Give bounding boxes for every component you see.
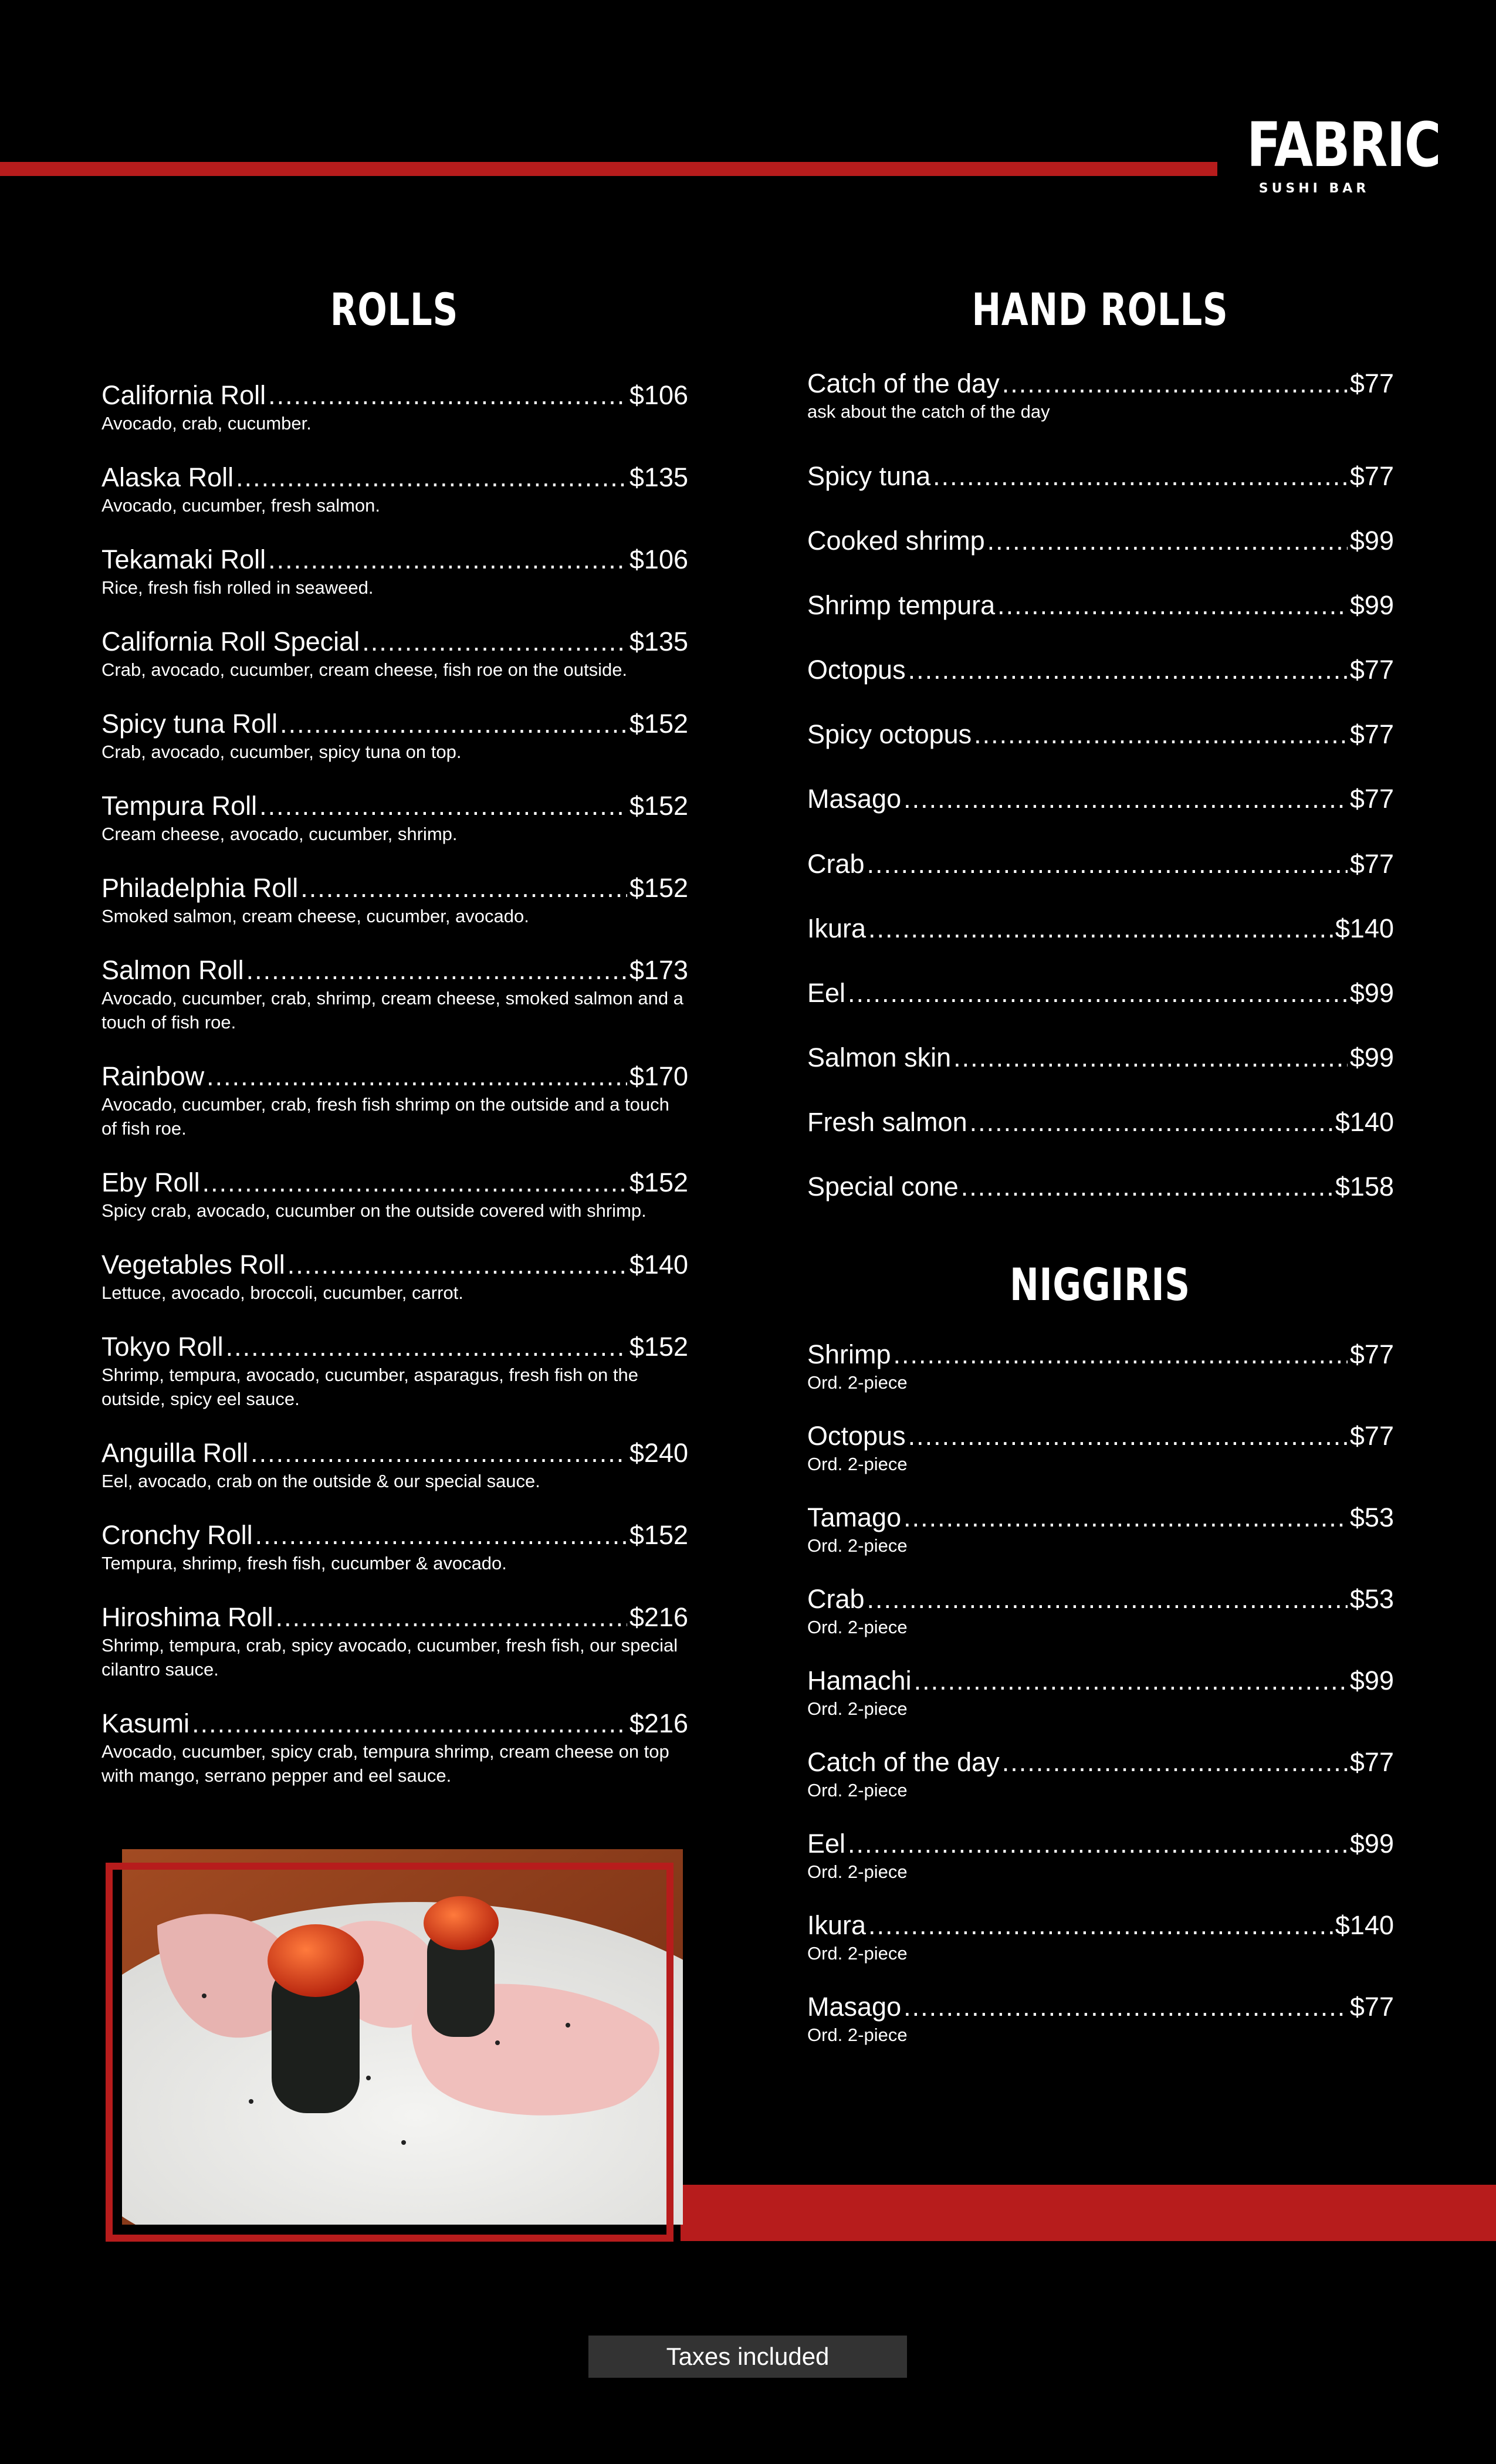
- menu-item-description: Ord. 2-piece: [807, 1698, 908, 1720]
- dot-leader: [848, 1828, 1348, 1859]
- dot-leader: [255, 1519, 627, 1551]
- menu-item-row: [807, 913, 1394, 944]
- menu-item-price: $99: [1349, 977, 1394, 1008]
- menu-item-name: Tokyo Roll: [101, 1331, 224, 1362]
- menu-item-price: $77: [1349, 719, 1394, 750]
- menu-item-price: $173: [629, 955, 688, 985]
- menu-item-price: $152: [629, 1167, 688, 1197]
- dot-leader: [987, 525, 1348, 556]
- dot-leader: [207, 1061, 627, 1092]
- menu-item-price: $152: [629, 873, 688, 903]
- taxes-included-label: Taxes included: [588, 2336, 907, 2378]
- menu-item: [807, 1502, 1394, 1558]
- menu-item-description: Crab, avocado, cucumber, cream cheese, fish roe on the outside.: [101, 659, 628, 681]
- menu-item-row: [807, 1502, 1394, 1533]
- dot-leader: [300, 872, 627, 903]
- menu-item-price: $158: [1335, 1172, 1394, 1202]
- menu-item: [807, 1339, 1394, 1395]
- menu-item: [101, 1602, 688, 1682]
- menu-item-name: Ikura: [807, 1910, 867, 1940]
- niggiris-heading: NIGGIRIS: [1010, 1258, 1190, 1311]
- menu-item-name: Spicy octopus: [807, 719, 972, 750]
- menu-item: [101, 1061, 688, 1141]
- menu-item: [807, 461, 1394, 492]
- menu-item: [101, 1167, 688, 1223]
- menu-item-description: Ord. 2-piece: [807, 1454, 908, 1475]
- menu-item: [807, 977, 1394, 1008]
- menu-item-row: [101, 1331, 688, 1362]
- dot-leader: [259, 790, 627, 821]
- menu-item-price: $106: [629, 544, 688, 574]
- menu-item-name: Alaska Roll: [101, 462, 234, 492]
- menu-item-name: Octopus: [807, 1421, 906, 1451]
- menu-item: [101, 544, 688, 600]
- menu-item-price: $77: [1349, 655, 1394, 685]
- menu-item-price: $77: [1349, 848, 1394, 879]
- menu-item-row: [807, 1991, 1394, 2022]
- menu-item-name: Ikura: [807, 913, 867, 943]
- dot-leader: [362, 626, 627, 657]
- menu-item-price: $77: [1349, 461, 1394, 491]
- menu-item-name: Shrimp: [807, 1339, 891, 1369]
- dot-leader: [997, 590, 1348, 621]
- dot-leader: [903, 1991, 1348, 2022]
- menu-item-description: Rice, fresh fish rolled in seaweed.: [101, 577, 374, 598]
- menu-item-price: $77: [1349, 1992, 1394, 2022]
- menu-item: [101, 626, 688, 682]
- bottom-accent-bar: [681, 2185, 1496, 2241]
- menu-item-name: California Roll Special: [101, 627, 360, 656]
- menu-item: [101, 872, 688, 929]
- dot-leader: [868, 913, 1333, 944]
- menu-item-row: [101, 544, 688, 575]
- menu-item-row: [807, 461, 1394, 492]
- menu-item-row: [807, 1420, 1394, 1451]
- menu-item: [101, 1437, 688, 1494]
- brand-logo: [1232, 109, 1440, 196]
- menu-item-price: $140: [629, 1249, 688, 1280]
- menu-item-row: [101, 1602, 688, 1633]
- menu-item-name: Kasumi: [101, 1708, 190, 1738]
- menu-item-description: Shrimp, tempura, avocado, cucumber, asparagus, fresh fish on the outside, spicy eel sauce.: [101, 1364, 638, 1409]
- menu-item-price: $216: [629, 1602, 688, 1632]
- menu-item: [101, 1249, 688, 1305]
- menu-item: [807, 525, 1394, 556]
- menu-item: [101, 790, 688, 847]
- menu-item-name: Masago: [807, 1992, 902, 2022]
- menu-item-price: $216: [629, 1708, 688, 1738]
- dot-leader: [287, 1249, 627, 1280]
- menu-item-row: [807, 654, 1394, 685]
- menu-item-row: [807, 368, 1394, 399]
- menu-item: [807, 590, 1394, 621]
- menu-item-description: Avocado, cucumber, crab, fresh fish shrimp on the outside and a touch of fish roe.: [101, 1094, 669, 1139]
- menu-item-price: $152: [629, 1519, 688, 1550]
- menu-item-price: $53: [1349, 1584, 1394, 1614]
- dot-leader: [961, 1171, 1333, 1202]
- menu-item-row: [101, 1708, 688, 1739]
- menu-item-description: Crab, avocado, cucumber, spicy tuna on top.: [101, 742, 462, 763]
- menu-item-name: California Roll: [101, 380, 266, 410]
- menu-item-name: Crab: [807, 848, 865, 879]
- dot-leader: [867, 848, 1348, 879]
- dot-leader: [192, 1708, 627, 1739]
- dot-leader: [893, 1339, 1348, 1370]
- dot-leader: [868, 1910, 1333, 1941]
- menu-item: [101, 955, 688, 1035]
- menu-item-price: $170: [629, 1061, 688, 1091]
- menu-item-row: [807, 1106, 1394, 1138]
- menu-item-name: Hiroshima Roll: [101, 1602, 273, 1632]
- dot-leader: [933, 461, 1348, 492]
- menu-item-row: [101, 708, 688, 739]
- menu-item-price: $240: [629, 1437, 688, 1468]
- menu-item-name: Spicy tuna Roll: [101, 709, 278, 739]
- menu-item-row: [807, 1583, 1394, 1615]
- top-accent-bar: [0, 162, 1217, 176]
- menu-item: [807, 1583, 1394, 1640]
- menu-item-row: [101, 1249, 688, 1280]
- hand-rolls-heading: HAND ROLLS: [972, 283, 1228, 336]
- menu-item-price: $152: [629, 1331, 688, 1362]
- menu-item: [807, 1665, 1394, 1721]
- menu-item-row: [101, 380, 688, 411]
- menu-item-name: Vegetables Roll: [101, 1249, 285, 1280]
- menu-item: [807, 1747, 1394, 1803]
- menu-item-price: $77: [1349, 1339, 1394, 1369]
- menu-item-price: $99: [1349, 1829, 1394, 1859]
- dot-leader: [848, 977, 1348, 1008]
- menu-item: [101, 1519, 688, 1576]
- menu-item: [807, 1420, 1394, 1477]
- dot-leader: [903, 1502, 1348, 1533]
- menu-item: [101, 708, 688, 764]
- menu-item-row: [101, 872, 688, 903]
- dot-leader: [1002, 368, 1348, 399]
- menu-item-row: [807, 1747, 1394, 1778]
- menu-item-description: Cream cheese, avocado, cucumber, shrimp.: [101, 824, 458, 845]
- menu-item-name: Tempura Roll: [101, 791, 258, 821]
- menu-item-row: [101, 626, 688, 657]
- menu-item: [807, 1042, 1394, 1073]
- menu-item-description: Ord. 2-piece: [807, 1372, 908, 1393]
- menu-item-row: [807, 525, 1394, 556]
- menu-item-name: Eel: [807, 1829, 846, 1859]
- menu-item-price: $140: [1335, 1106, 1394, 1137]
- dot-leader: [246, 955, 627, 986]
- menu-item-price: $140: [1335, 913, 1394, 943]
- menu-item-name: Spicy tuna: [807, 461, 931, 491]
- menu-item-name: Octopus: [807, 655, 906, 685]
- rolls-heading: ROLLS: [330, 283, 459, 336]
- dot-leader: [268, 544, 627, 575]
- menu-item-description: Ord. 2-piece: [807, 1943, 908, 1964]
- menu-item-row: [807, 590, 1394, 621]
- dot-leader: [974, 719, 1348, 750]
- menu-item-name: Eby Roll: [101, 1167, 200, 1197]
- dot-leader: [268, 380, 627, 411]
- brand-name: FABRIC: [1247, 109, 1440, 181]
- menu-item-price: $135: [629, 627, 688, 656]
- menu-item-price: $53: [1349, 1502, 1394, 1532]
- menu-item-description: Avocado, cucumber, fresh salmon.: [101, 495, 381, 516]
- menu-item: [101, 1331, 688, 1412]
- menu-item-name: Shrimp tempura: [807, 590, 996, 621]
- menu-item-description: Shrimp, tempura, crab, spicy avocado, cucumber, fresh fish, our special cilantro sauce.: [101, 1634, 678, 1680]
- dot-leader: [914, 1665, 1348, 1696]
- menu-item-name: Tekamaki Roll: [101, 544, 266, 574]
- menu-item-row: [807, 1171, 1394, 1202]
- menu-item-description: Ord. 2-piece: [807, 1861, 908, 1883]
- menu-item-row: [101, 1437, 688, 1468]
- menu-item: [807, 1991, 1394, 2047]
- menu-item-description: Ord. 2-piece: [807, 1617, 908, 1638]
- menu-item: [807, 1106, 1394, 1138]
- menu-item: [101, 1708, 688, 1788]
- dot-leader: [251, 1437, 627, 1468]
- menu-item-row: [101, 1167, 688, 1198]
- niggiris-list: [807, 1339, 1394, 2073]
- menu-item: [807, 368, 1394, 424]
- menu-item-description: Tempura, shrimp, fresh fish, cucumber & avocado.: [101, 1552, 507, 1573]
- menu-item-description: Avocado, cucumber, spicy crab, tempura shrimp, cream cheese on top with mango, serrano pepper and eel sauce.: [101, 1741, 669, 1786]
- menu-item: [807, 654, 1394, 685]
- dot-leader: [970, 1106, 1333, 1138]
- menu-item-name: Rainbow: [101, 1061, 205, 1091]
- menu-item-name: Salmon skin: [807, 1042, 952, 1072]
- menu-item-name: Cooked shrimp: [807, 526, 985, 556]
- menu-item-name: Masago: [807, 784, 902, 814]
- menu-item-price: $77: [1349, 368, 1394, 398]
- menu-item-price: $77: [1349, 1747, 1394, 1777]
- dot-leader: [280, 708, 627, 739]
- dot-leader: [953, 1042, 1348, 1073]
- dot-leader: [236, 462, 627, 493]
- dot-leader: [202, 1167, 627, 1198]
- menu-item: [807, 783, 1394, 814]
- menu-item-name: Philadelphia Roll: [101, 873, 299, 903]
- menu-item-description: Avocado, cucumber, crab, shrimp, cream cheese, smoked salmon and a touch of fish roe.: [101, 988, 683, 1033]
- brand-subtitle: SUSHI BAR: [1258, 181, 1370, 196]
- menu-item-description: Smoked salmon, cream cheese, cucumber, avocado.: [101, 906, 529, 927]
- menu-item-row: [807, 977, 1394, 1008]
- menu-item-name: Tamago: [807, 1502, 902, 1532]
- menu-item-row: [807, 1042, 1394, 1073]
- dot-leader: [226, 1331, 627, 1362]
- menu-item-description: Ord. 2-piece: [807, 1535, 908, 1556]
- menu-item-name: Salmon Roll: [101, 955, 244, 985]
- dot-leader: [903, 783, 1348, 814]
- dot-leader: [1002, 1747, 1348, 1778]
- menu-item-price: $77: [1349, 784, 1394, 814]
- menu-item-name: Hamachi: [807, 1666, 912, 1695]
- menu-item-description: Ord. 2-piece: [807, 1780, 908, 1801]
- menu-item-row: [807, 1910, 1394, 1941]
- hand-rolls-list: [807, 368, 1394, 1236]
- menu-item: [101, 462, 688, 518]
- menu-item-row: [101, 1061, 688, 1092]
- menu-item-description: Eel, avocado, crab on the outside & our special sauce.: [101, 1470, 540, 1491]
- menu-item: [807, 1828, 1394, 1884]
- menu-item-price: $99: [1349, 1666, 1394, 1695]
- menu-item-row: [101, 955, 688, 986]
- menu-item: [807, 1171, 1394, 1202]
- menu-item-row: [807, 1665, 1394, 1696]
- menu-item-description: Lettuce, avocado, broccoli, cucumber, carrot.: [101, 1282, 463, 1303]
- menu-item-name: Eel: [807, 977, 846, 1008]
- menu-item-description: Avocado, crab, cucumber.: [101, 413, 312, 434]
- menu-item-row: [101, 790, 688, 821]
- menu-item-price: $77: [1349, 1421, 1394, 1451]
- menu-item-name: Fresh salmon: [807, 1106, 967, 1137]
- menu-item: [101, 380, 688, 436]
- menu-item-name: Crab: [807, 1584, 865, 1614]
- menu-item: [807, 1910, 1394, 1966]
- dot-leader: [867, 1583, 1348, 1615]
- menu-item-price: $135: [629, 462, 688, 492]
- menu-item-description: Spicy crab, avocado, cucumber on the outside covered with shrimp.: [101, 1200, 647, 1221]
- menu-item-price: $99: [1349, 590, 1394, 621]
- menu-item-row: [807, 1828, 1394, 1859]
- menu-item-price: $99: [1349, 526, 1394, 556]
- menu-item: [807, 719, 1394, 750]
- menu-item-price: $140: [1335, 1910, 1394, 1940]
- menu-item-row: [807, 719, 1394, 750]
- dot-leader: [908, 1420, 1348, 1451]
- rolls-list: [101, 380, 688, 1814]
- menu-item-price: $152: [629, 709, 688, 739]
- menu-item-price: $152: [629, 791, 688, 821]
- menu-item-description: Ord. 2-piece: [807, 2025, 908, 2046]
- menu-item-name: Catch of the day: [807, 368, 1000, 398]
- menu-item-name: Special cone: [807, 1172, 959, 1202]
- menu-item-name: Anguilla Roll: [101, 1437, 249, 1468]
- menu-item-price: $99: [1349, 1042, 1394, 1072]
- menu-item: [807, 848, 1394, 879]
- photo-frame: [106, 1863, 673, 2242]
- dot-leader: [908, 654, 1348, 685]
- menu-item-row: [101, 462, 688, 493]
- menu-item-name: Cronchy Roll: [101, 1519, 253, 1550]
- menu-item-row: [807, 1339, 1394, 1370]
- menu-item-row: [101, 1519, 688, 1551]
- menu-item-price: $106: [629, 380, 688, 410]
- menu-item-row: [807, 848, 1394, 879]
- menu-item-name: Catch of the day: [807, 1747, 1000, 1777]
- menu-item-description: ask about the catch of the day: [807, 401, 1050, 422]
- menu-item: [807, 913, 1394, 944]
- dot-leader: [276, 1602, 627, 1633]
- menu-item-row: [807, 783, 1394, 814]
